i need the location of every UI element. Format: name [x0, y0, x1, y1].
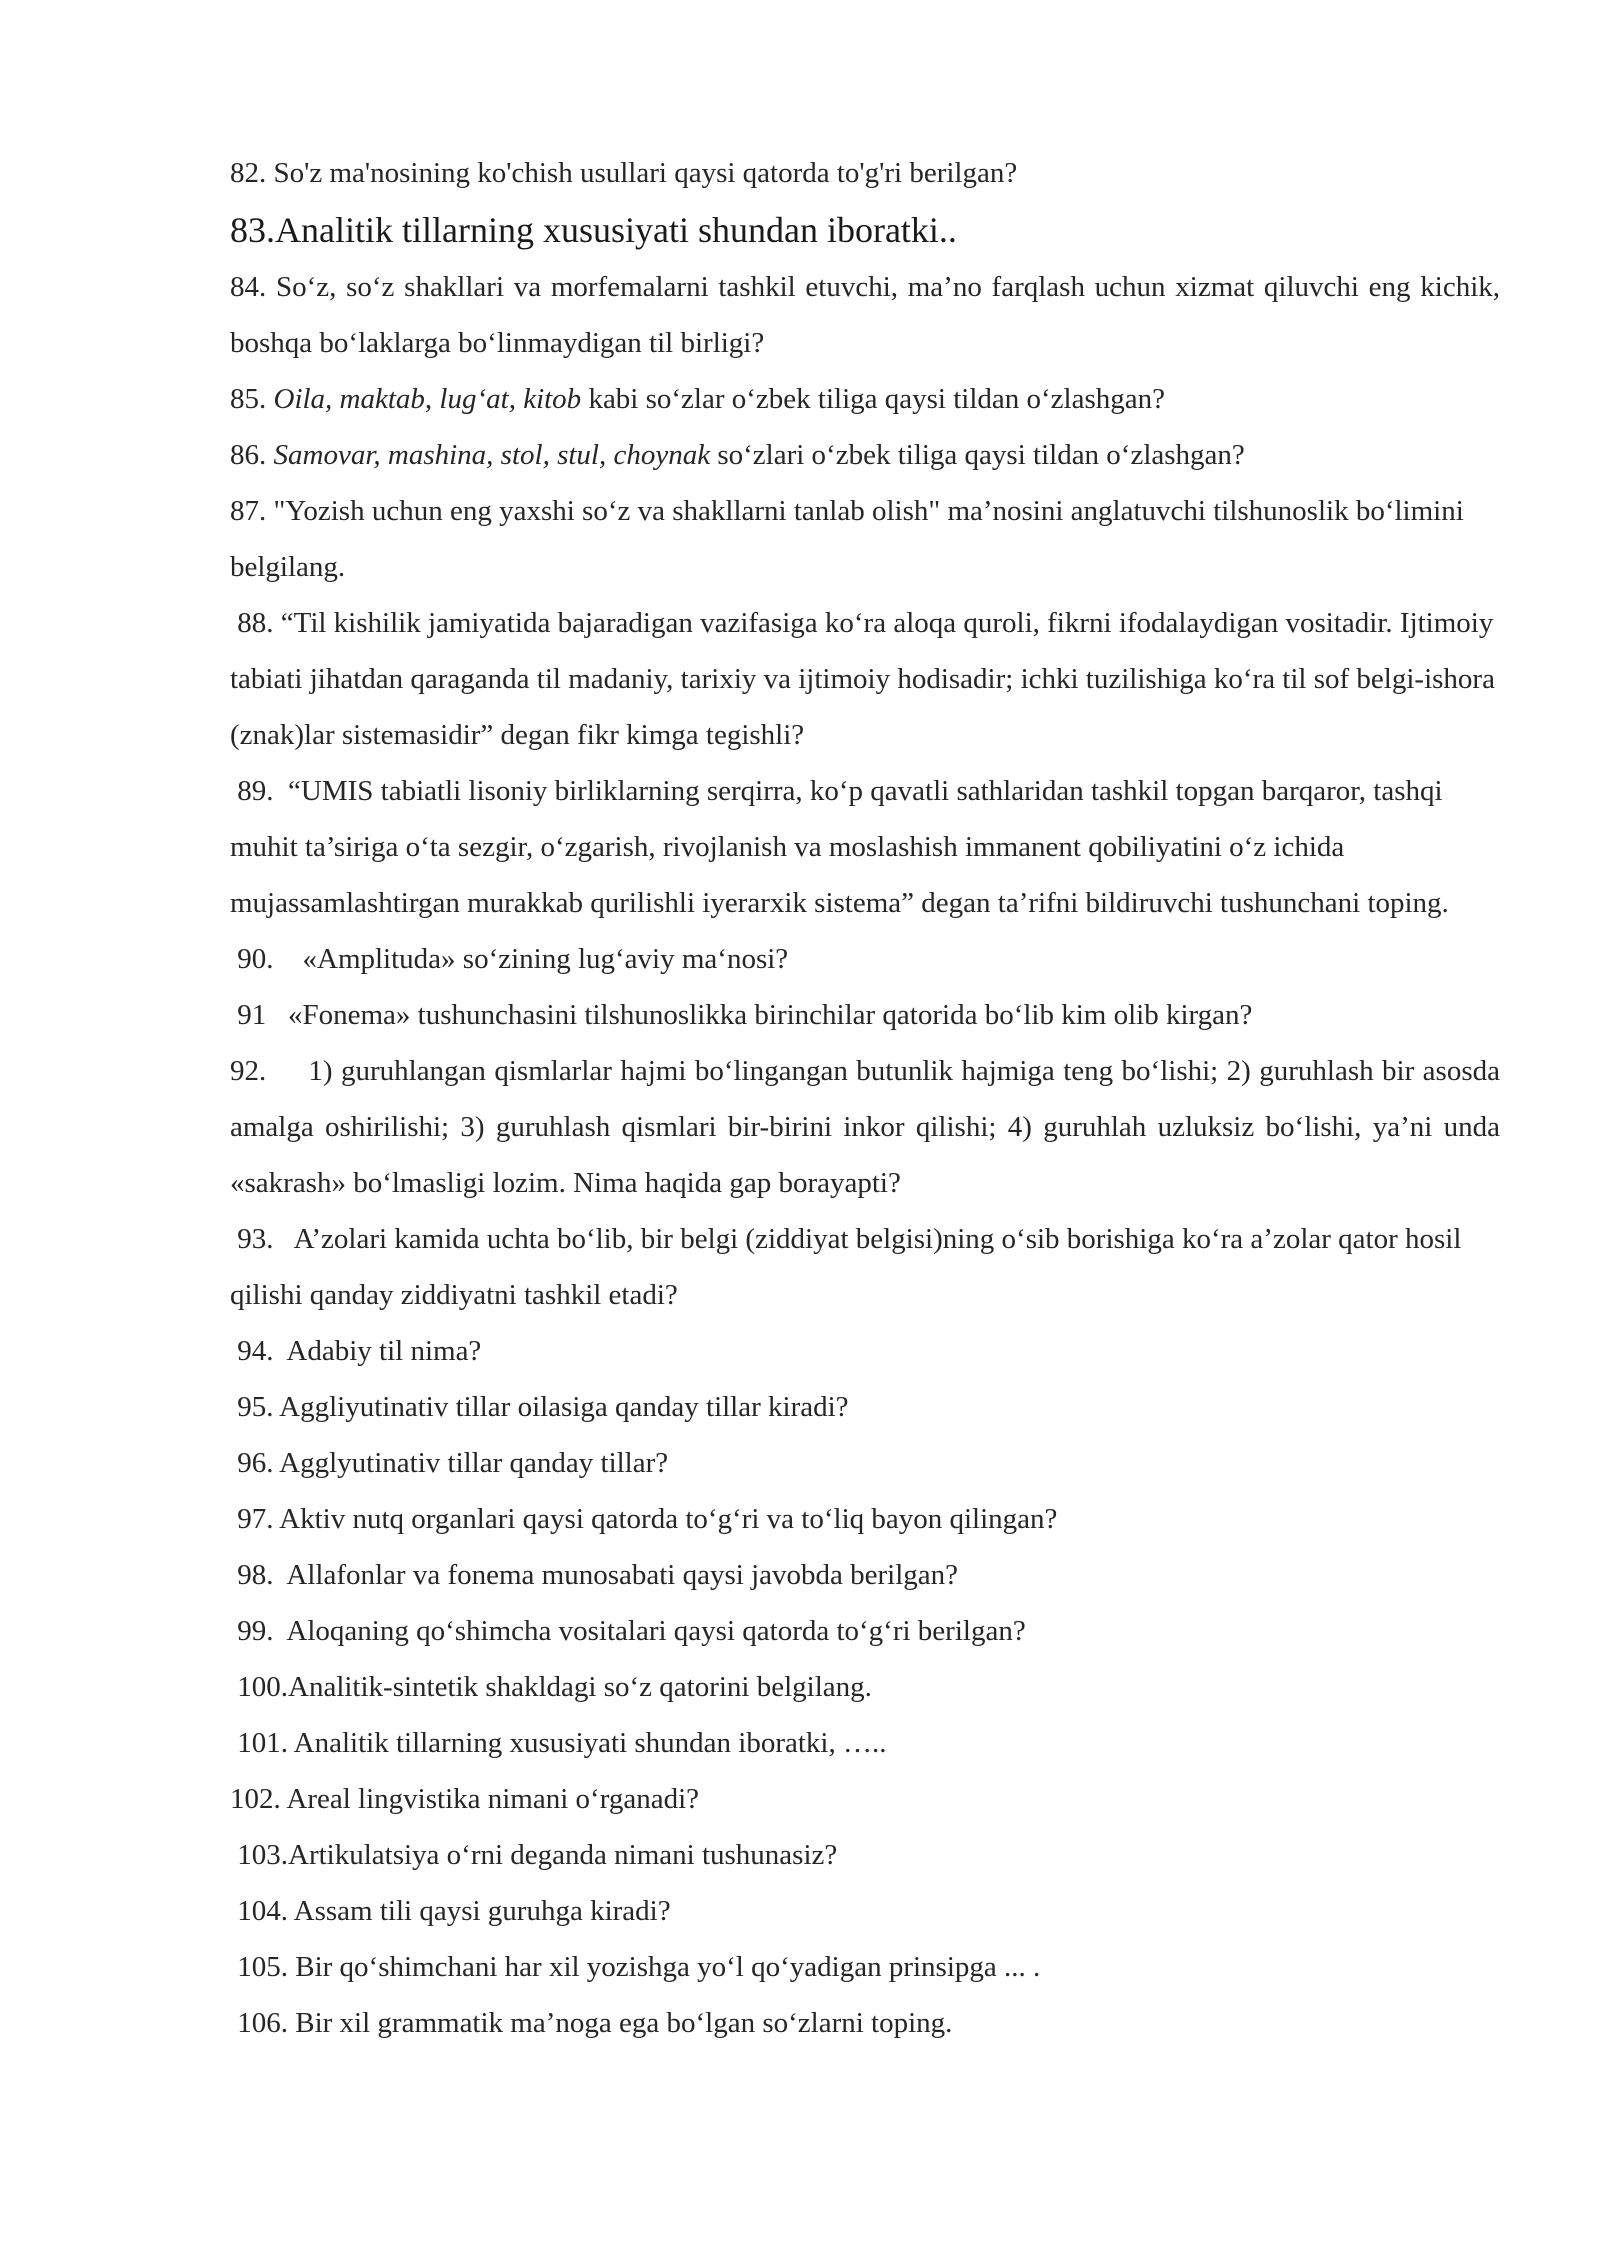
- question-101: [230, 1715, 1500, 1771]
- question-90: [230, 931, 1500, 987]
- question-104: [230, 1883, 1500, 1939]
- question-97: [230, 1491, 1500, 1547]
- question-99: [230, 1603, 1500, 1659]
- question-number: 103.: [230, 1839, 288, 1871]
- question-89: [230, 763, 1500, 931]
- question-number: 84.: [230, 271, 276, 303]
- question-text: Adabiy til nima?: [286, 1335, 482, 1367]
- question-92: [230, 1043, 1500, 1211]
- question-93: [230, 1211, 1500, 1323]
- question-number: 95.: [230, 1391, 280, 1423]
- question-text: Assam tili qaysi guruhga kiradi?: [293, 1895, 671, 1927]
- question-text: So'z ma'nosining ko'chish usullari qaysi qatorda to'g'ri berilgan?: [273, 157, 1018, 189]
- question-85: [230, 371, 1500, 427]
- question-number: 89.: [230, 775, 288, 807]
- question-number: 101.: [230, 1727, 294, 1759]
- question-text: "Yozish uchun eng yaxshi so‘z va shakllarni tanlab olish" ma’nosini anglatuvchi tilshunoslik bo‘limini belgilang.: [230, 495, 1464, 583]
- question-83: [230, 201, 1500, 259]
- question-87: [230, 483, 1500, 595]
- question-text: Agglyutinativ tillar qanday tillar?: [279, 1447, 669, 1479]
- question-text: 1) guruhlangan qismlarlar hajmi bo‘lingangan butunlik hajmiga teng bo‘lishi; 2) guruhlash bir asosda amalga oshirilishi; 3) guruhlash qismlari bir-birini inkor qilishi; 4) guruhlah uzluksiz bo‘lishi, ya’ni unda «sakrash» bo‘lmasligi lozim. Nima haqida gap borayapti?: [230, 1055, 1500, 1199]
- question-text: Aggliyutinativ tillar oilasiga qanday tillar kiradi?: [279, 1391, 849, 1423]
- question-text: “Til kishilik jamiyatida bajaradigan vazifasiga ko‘ra aloqa quroli, fikrni ifodalaydigan vositadir. Ijtimoiy tabiati jihatdan qaraganda til madaniy, tarixiy va ijtimoiy hodisadir; ichki tuzilishiga ko‘ra til sof belgi-ishora (znak)lar sistemasidir” degan fikr kimga tegishli?: [230, 607, 1495, 751]
- question-number: 88.: [230, 607, 281, 639]
- question-text: So‘z, so‘z shakllari va morfemalarni tashkil etuvchi, ma’no farqlash uchun xizmat qiluvchi eng kichik, boshqa bo‘laklarga bo‘linmaydigan til birligi?: [230, 271, 1501, 359]
- question-number: 90.: [230, 943, 303, 975]
- question-103: [230, 1827, 1500, 1883]
- question-number: 97.: [230, 1503, 280, 1535]
- question-text: Analitik tillarning xususiyati shundan iboratki, …..: [293, 1727, 887, 1759]
- question-number: 91: [230, 999, 288, 1031]
- question-number: 82.: [230, 157, 274, 189]
- question-106: [230, 1995, 1500, 2051]
- question-text: so‘zlari o‘zbek tiliga qaysi tildan o‘zlashgan?: [710, 439, 1245, 471]
- question-96: [230, 1435, 1500, 1491]
- question-number: 98.: [230, 1559, 287, 1591]
- question-98: [230, 1547, 1500, 1603]
- question-number: 83.: [230, 210, 275, 250]
- question-number: 100.: [230, 1671, 288, 1703]
- question-italic-words: Samovar, mashina, stol, stul, choynak: [273, 439, 711, 471]
- question-text: Aloqaning qo‘shimcha vositalari qaysi qatorda to‘g‘ri berilgan?: [286, 1615, 1026, 1647]
- question-number: 94.: [230, 1335, 287, 1367]
- question-text: Bir xil grammatik ma’noga ega bo‘lgan so‘zlarni toping.: [295, 2007, 953, 2039]
- question-100: [230, 1659, 1500, 1715]
- question-text: Bir qo‘shimchani har xil yozishga yo‘l qo‘yadigan prinsipga ... .: [295, 1951, 1041, 1983]
- question-text: Areal lingvistika nimani o‘rganadi?: [286, 1783, 700, 1815]
- question-number: 87.: [230, 495, 274, 527]
- question-text: Analitik tillarning xususiyati shundan iboratki..: [275, 210, 957, 250]
- question-number: 85.: [230, 383, 274, 415]
- question-105: [230, 1939, 1500, 1995]
- question-italic-words: Oila, maktab, lug‘at, kitob: [273, 383, 582, 415]
- question-text: «Fonema» tushunchasini tilshunoslikka birinchilar qatorida bo‘lib kim olib kirgan?: [288, 999, 1253, 1031]
- question-text: “UMIS tabiatli lisoniy birliklarning serqirra, ko‘p qavatli sathlaridan tashkil topgan barqaror, tashqi muhit ta’siriga o‘ta sezgir, o‘zgarish, rivojlanish va moslashish immanent qobiliyatini o‘z ichida mujassamlashtirgan murakkab qurilishli iyerarxik sistema” degan ta’rifni bildiruvchi tushunchani toping.: [230, 775, 1449, 919]
- question-number: 86.: [230, 439, 274, 471]
- question-text: kabi so‘zlar o‘zbek tiliga qaysi tildan o‘zlashgan?: [581, 383, 1166, 415]
- question-number: 99.: [230, 1615, 287, 1647]
- question-95: [230, 1379, 1500, 1435]
- question-number: 92.: [230, 1055, 309, 1087]
- question-88: [230, 595, 1500, 763]
- question-text: «Amplituda» so‘zining lug‘aviy ma‘nosi?: [302, 943, 789, 975]
- document-page: [230, 145, 1500, 2051]
- question-text: Analitik-sintetik shakldagi so‘z qatorini belgilang.: [288, 1671, 872, 1703]
- question-84: [230, 259, 1500, 371]
- question-102: [230, 1771, 1500, 1827]
- question-91: [230, 987, 1500, 1043]
- question-86: [230, 427, 1500, 483]
- question-number: 93.: [230, 1223, 294, 1255]
- question-number: 105.: [230, 1951, 296, 1983]
- question-text: A’zolari kamida uchta bo‘lib, bir belgi (ziddiyat belgisi)ning o‘sib borishiga ko‘ra a’zolar qator hosil qilishi qanday ziddiyatni tashkil etadi?: [230, 1223, 1462, 1311]
- question-text: Aktiv nutq organlari qaysi qatorda to‘g‘ri va to‘liq bayon qilingan?: [279, 1503, 1058, 1535]
- question-number: 104.: [230, 1895, 294, 1927]
- question-text: Artikulatsiya o‘rni deganda nimani tushunasiz?: [288, 1839, 838, 1871]
- question-text: Allafonlar va fonema munosabati qaysi javobda berilgan?: [286, 1559, 959, 1591]
- question-number: 106.: [230, 2007, 296, 2039]
- question-94: [230, 1323, 1500, 1379]
- question-82: [230, 145, 1500, 201]
- question-number: 102.: [230, 1783, 287, 1815]
- question-number: 96.: [230, 1447, 280, 1479]
